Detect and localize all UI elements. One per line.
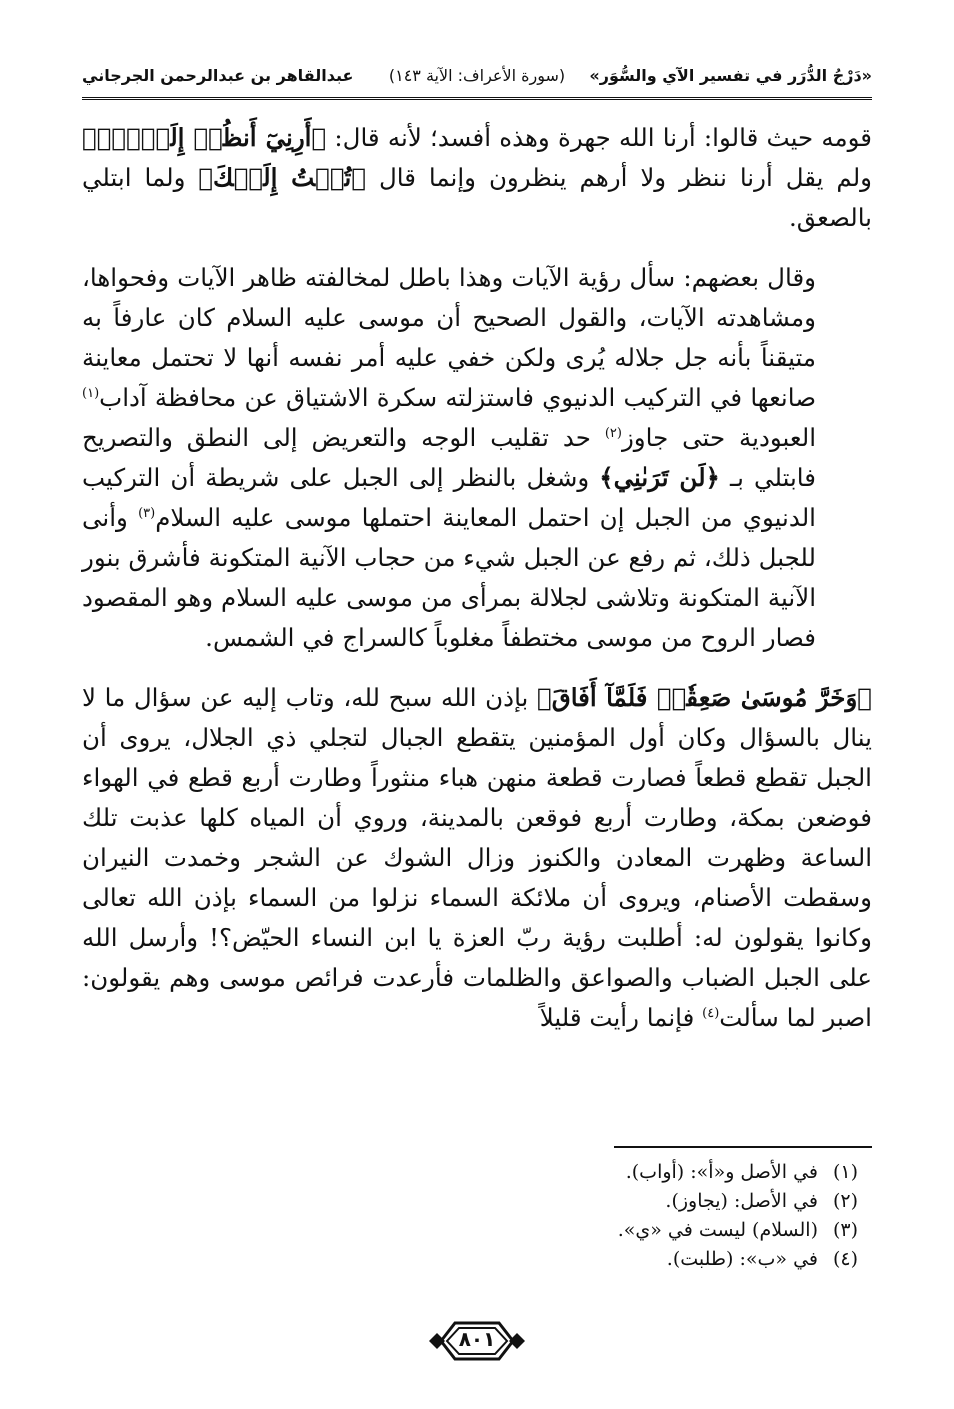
footnote-text: في الأصل: (يجاوز). xyxy=(665,1190,818,1212)
text-run: حد تقليب الوجه والتعريض إلى النطق والتصريح فابتلي بـ xyxy=(82,423,816,492)
text-run: وشغل بالنظر إلى الجبل على شريطة أن التركيب الدنيوي من الجبل إن احتمل المعاينة احتملها موسى عليه السلام xyxy=(82,463,816,532)
text-run: فإنما رأيت قليلاً xyxy=(539,1003,703,1032)
surah-info: (سورة الأعراف: الآية ١٤٣) xyxy=(388,66,566,85)
main-text xyxy=(82,118,872,1038)
text-run: ولم يقل أرنا ننظر ولا أرهم ينظرون وإنما قال xyxy=(366,163,873,192)
text-run: قومه حيث قالوا: أرنا الله جهرة وهذه أفسد؛ لأنه قال: xyxy=(326,123,872,152)
text-run: ولما ابتلي بالصعق. xyxy=(82,163,872,232)
footnote-3 xyxy=(120,1216,858,1245)
page-number-ornament xyxy=(427,1315,527,1367)
paragraph-3 xyxy=(82,678,872,1038)
book-title: «دَرْجُ الدُّرَر في تفسير الآي والسُّوَر» xyxy=(589,66,872,85)
footnote-text: (السلام) ليست في «ي». xyxy=(617,1219,818,1241)
footnote-number: (١) xyxy=(832,1161,858,1183)
footnote-ref-3[interactable]: (٣) xyxy=(138,505,156,521)
footnote-ref-4[interactable]: (٤) xyxy=(702,1005,720,1021)
footnotes xyxy=(120,1158,858,1274)
footnote-4 xyxy=(120,1245,858,1274)
text-run: وقال بعضهم: سأل رؤية الآيات وهذا باطل لمخالفته ظاهر الآيات وفحواها، ومشاهدته الآيات، والقول الصحيح أن موسى عليه السلام كان عارفاً به متيقناً بأنه جل جلاله يُرى ولكن خفي عليه أمر نفسه أنها لا تحتمل معاينة صانعها في التركيب الدنيوي فاستزلته سكرة الاشتياق عن محافظة آداب xyxy=(82,263,816,412)
paragraph-2 xyxy=(82,258,872,658)
page-number: ٨٠١ xyxy=(458,1327,496,1351)
text-run: بإذن الله سبح لله، وتاب إليه عن سؤال ما لا ينال بالسؤال وكان أول المؤمنين يتقطع الجبال لتجلي ذي الجلال، يروى أن الجبل تقطع قطعاً فصارت قطعة منهن هباء منثوراً وطارت أربع قطع في الهواء فوضعن بمكة، وطارت أربع فوقعن بالمدينة، وروي أن المياه كلها عذبت تلك الساعة وظهرت المعادن والكنوز وزال الشوك عن الشجر وخمدت النيران وسقطت الأصنام، ويروى أن ملائكة السماء نزلوا من السماء بإذن الله تعالى وكانوا يقولون له: أطلبت رؤية ربّ العزة يا ابن النساء الحيّض؟! وأرسل الله على الجبل الضباب والصواعق والظلمات فأرعدت فرائص موسى وهم يقولون: اصبر لما سألت xyxy=(82,683,872,1032)
footnote-number: (٢) xyxy=(832,1190,858,1212)
footnote-text: في «ب»: (طلبت). xyxy=(666,1248,818,1270)
paragraph-1 xyxy=(82,118,872,238)
quran-quote: ﴿أَرِنِيٓ أَنظُرۡ إِلَيۡكَۚ﴾ xyxy=(82,123,327,152)
footnote-ref-1[interactable]: (١) xyxy=(82,385,100,401)
footnote-text: في الأصل و«أ»: (أواب). xyxy=(625,1161,818,1183)
footnote-ref-2[interactable]: (٢) xyxy=(604,425,622,441)
footnote-2 xyxy=(120,1187,858,1216)
quran-quote: ﴿تُبۡتُ إِلَيۡكَ﴾ xyxy=(198,163,367,192)
text-run: وأنى للجبل ذلك، ثم رفع عن الجبل شيء من حجاب الآنية المتكونة فأشرق بنور الآنية المتكونة وتلاشى لجلالة بمرأى من موسى عليه السلام وهو المقصود فصار الروح من موسى مختطفاً مغلوباً كالسراج في الشمس. xyxy=(82,503,816,652)
footnote-1 xyxy=(120,1158,858,1187)
text-run: العبودية حتى جاوز xyxy=(621,423,817,452)
quran-quote: ﴿لَن تَرَىٰنِي﴾ xyxy=(599,463,720,492)
footnote-divider xyxy=(614,1146,872,1148)
footnote-number: (٤) xyxy=(832,1248,858,1270)
quran-quote: ﴿وَخَرَّ مُوسَىٰ صَعِقٗاۚ فَلَمَّآ أَفَاقَ﴾ xyxy=(537,683,872,712)
running-header xyxy=(82,62,872,94)
footnote-number: (٣) xyxy=(832,1219,858,1241)
author-name: عبدالقاهر بن عبدالرحمن الجرجاني xyxy=(82,66,354,85)
header-divider xyxy=(82,97,872,100)
